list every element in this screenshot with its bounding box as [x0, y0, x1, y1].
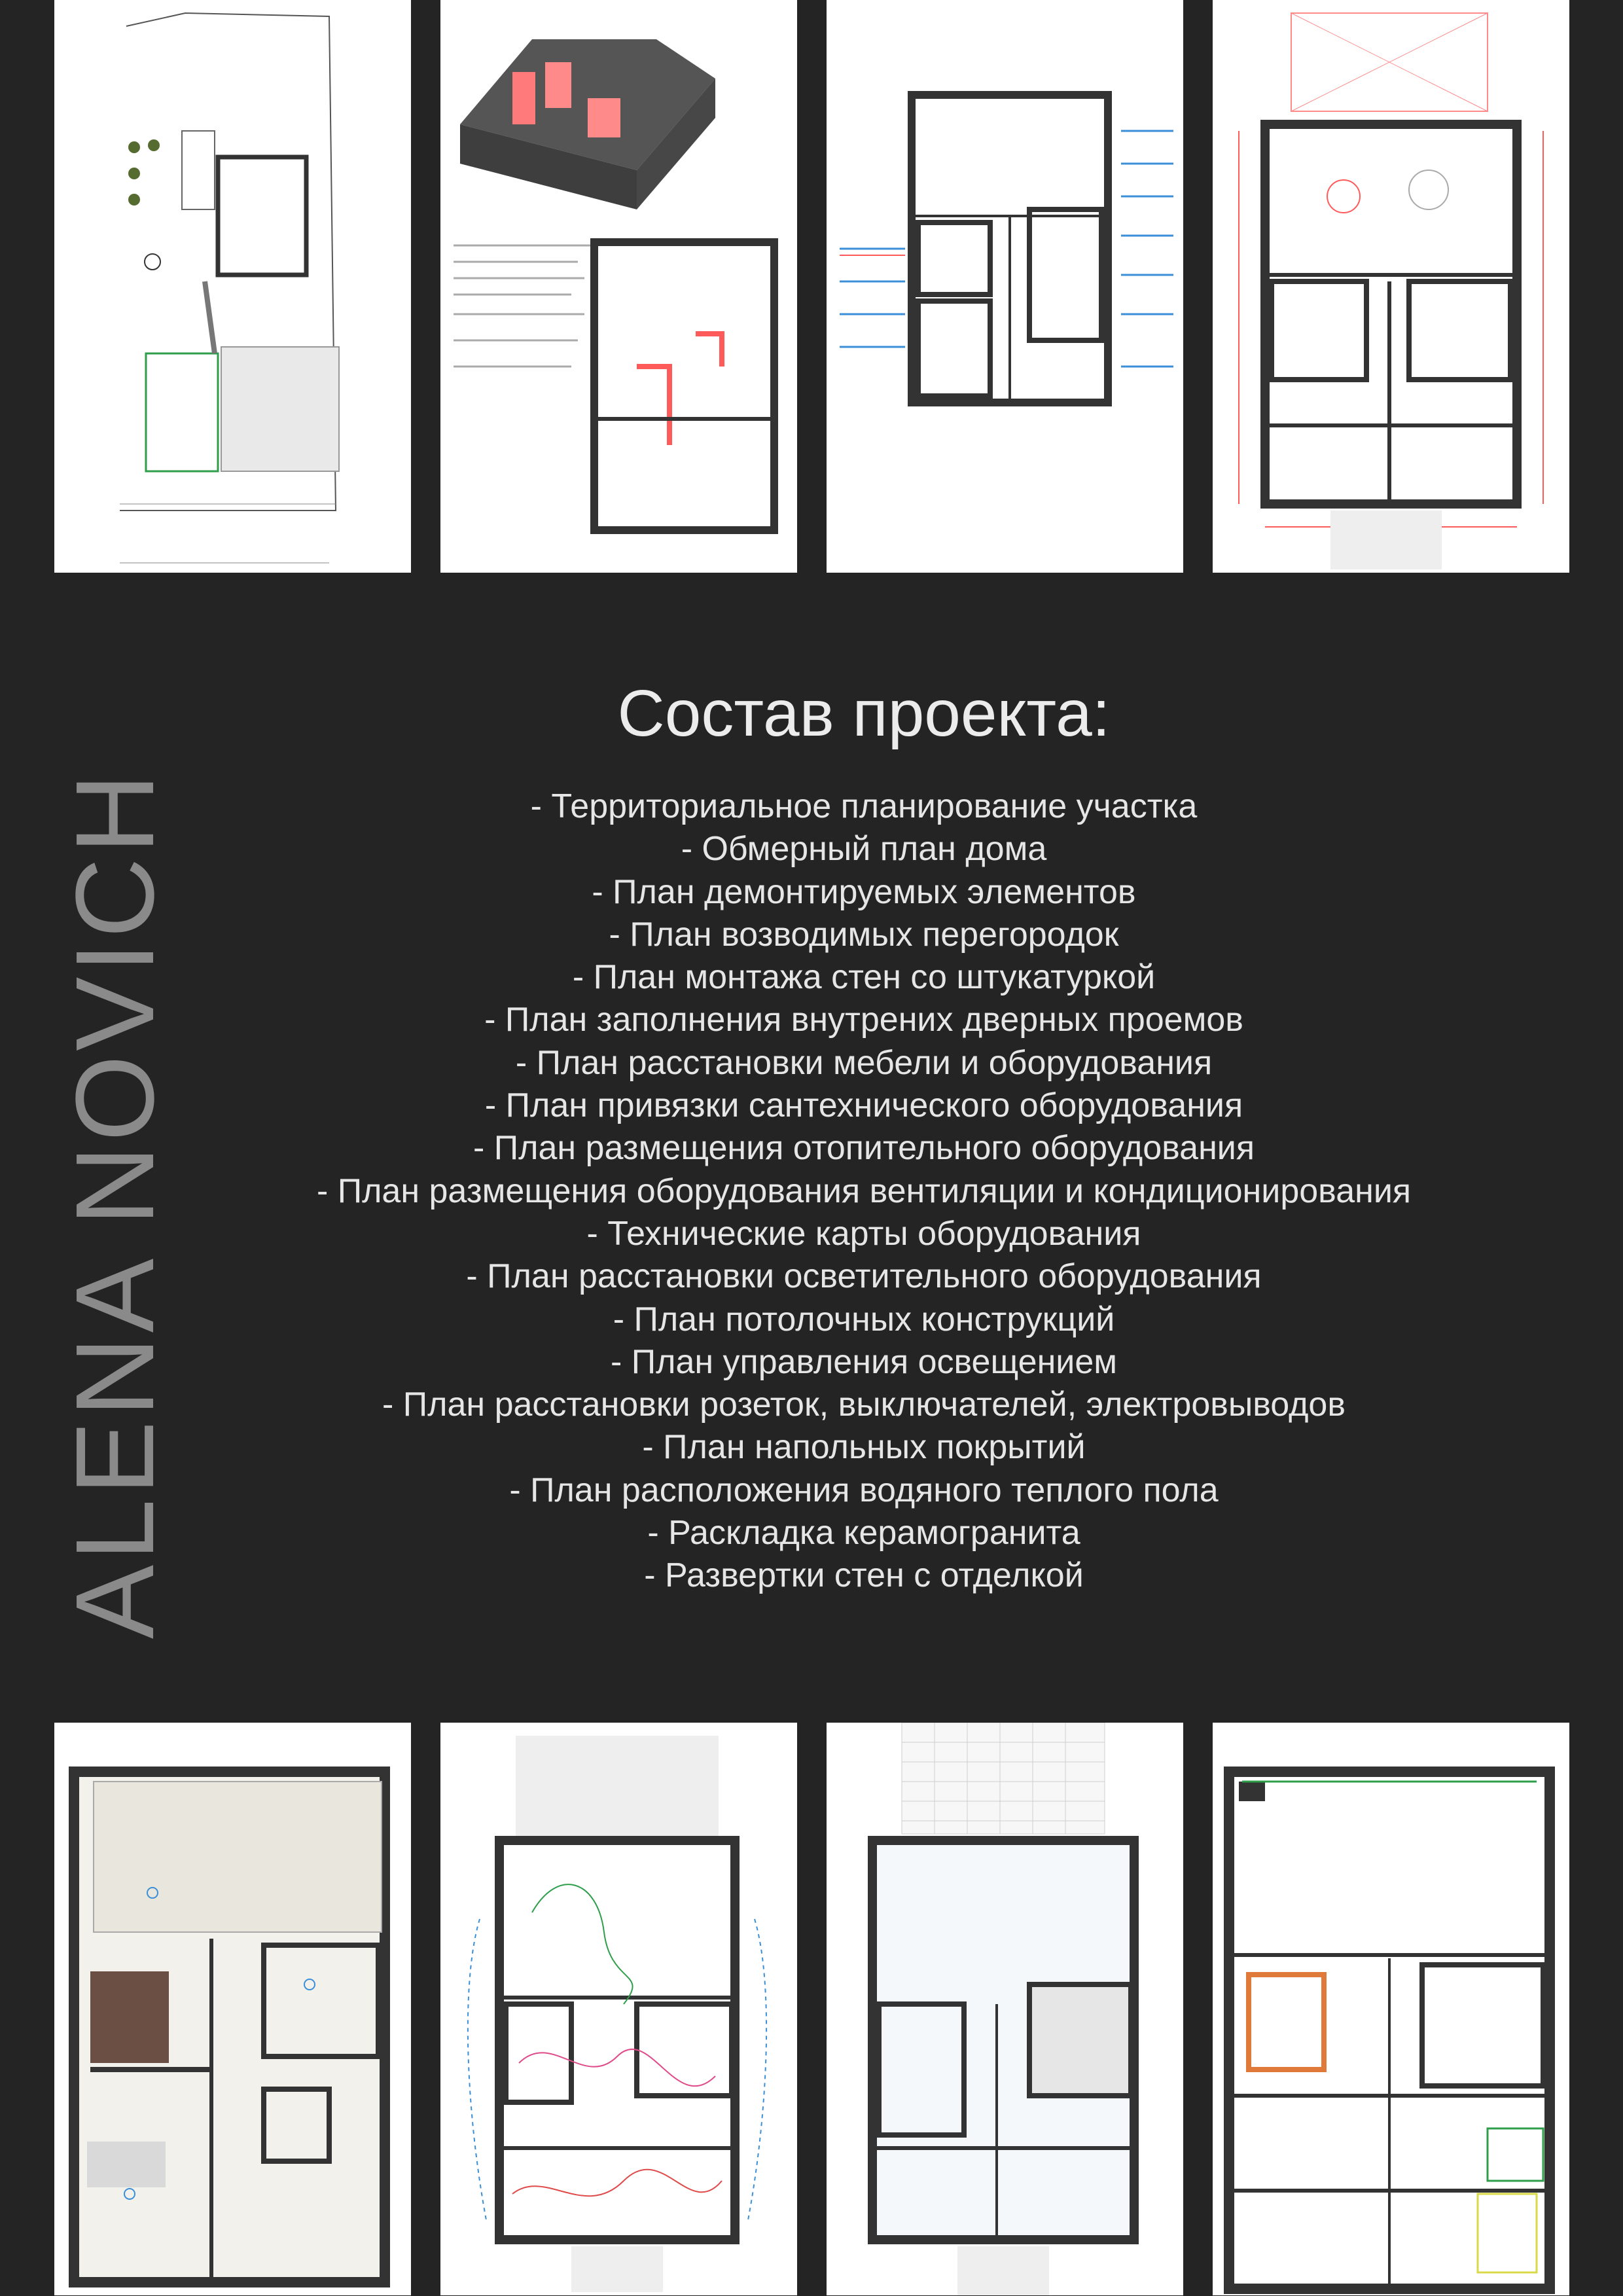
lighting-plan-thumbnail [440, 1723, 797, 2295]
demolition-plan-drawing [440, 0, 797, 573]
page-title: Состав проекта: [617, 677, 1111, 750]
demolition-plan-thumbnail [440, 0, 797, 573]
dimension-plan-thumbnail [1213, 0, 1569, 573]
plumbing-plan-thumbnail [827, 0, 1183, 573]
lighting-plan-drawing [440, 1723, 797, 2295]
list-item: - План расстановки мебели и оборудования [515, 1043, 1213, 1082]
list-item: - План размещения оборудования вентиляции и кондиционирования [316, 1172, 1412, 1210]
list-item: - Развертки стен с отделкой [644, 1556, 1084, 1595]
list-item: - План напольных покрытий [642, 1428, 1086, 1467]
dimension-plan-drawing [1213, 0, 1569, 573]
list-item: - План привязки сантехнического оборудования [484, 1086, 1243, 1125]
list-item: - Обмерный план дома [681, 830, 1047, 869]
author-name: ALENA NOVICH [53, 769, 177, 1640]
site-plan-thumbnail [54, 0, 411, 573]
list-item: - План расстановки розеток, выключателей, электровыводов [382, 1386, 1346, 1424]
list-item: - Технические карты оборудования [586, 1214, 1141, 1253]
list-item: - План размещения отопительного оборудования [473, 1129, 1255, 1168]
list-item: - Территориальное планирование участка [530, 787, 1198, 825]
site-plan-drawing [54, 0, 411, 573]
list-item: - План демонтируемых элементов [592, 872, 1136, 911]
flooring-plan-drawing [827, 1723, 1183, 2295]
list-item: - План возводимых перегородок [609, 915, 1119, 954]
heated-floor-plan-thumbnail [1213, 1723, 1569, 2295]
list-item: - План управления освещением [610, 1342, 1118, 1381]
list-item: - План потолочных конструкций [613, 1300, 1115, 1338]
ceiling-plan-thumbnail [54, 1723, 411, 2295]
heated-floor-plan-drawing [1213, 1723, 1569, 2295]
ceiling-plan-drawing [54, 1723, 411, 2295]
list-item: - Раскладка керамогранита [647, 1514, 1080, 1552]
list-item: - План монтажа стен со штукатуркой [572, 958, 1156, 997]
flooring-plan-thumbnail [827, 1723, 1183, 2295]
list-item: - План расстановки осветительного оборудования [466, 1257, 1262, 1296]
project-contents-list [196, 785, 1531, 1598]
plumbing-plan-drawing [827, 0, 1183, 573]
list-item: - План расположения водяного теплого пола [509, 1471, 1219, 1509]
list-item: - План заполнения внутрених дверных проемов [484, 1001, 1243, 1039]
